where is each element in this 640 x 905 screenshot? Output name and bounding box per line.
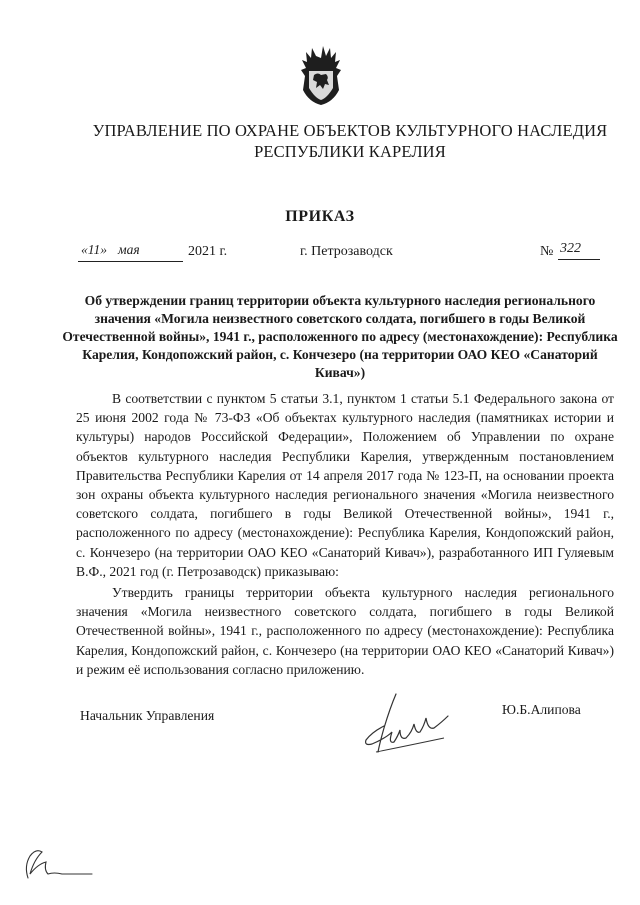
date-year: 2021 г.: [188, 244, 228, 259]
document-type-title: ПРИКАЗ: [285, 208, 355, 225]
document-date: [78, 244, 238, 264]
signatory-position: Начальник Управления: [80, 708, 215, 723]
date-month: мая: [118, 242, 140, 257]
body-paragraph-basis: В соответствии с пунктом 5 статьи 3.1, пунктом 1 статьи 5.1 Федерального закона от 25 июня 2002 года № 73-ФЗ «Об объектах культурного наследия (памятниках истории и культуры) народов Российской Федерации», Положением об Управлении по охране объектов культурного наследия Республики Карелия, утвержденным постановлением Правительства Республики Карелия от 14 апреля 2017 года № 123-П, на основании проекта зон охраны объекта культурного наследия регионального значения «Могила неизвестного советского солдата, погибшего в годы Великой Отечественной войны», 1941 г., расположенного по адресу (местонахождение): Республика Карелия, Кондопожский район, с. Кончезеро (на территории ОАО КЕО «Санаторий Кивач»), разработанного ИП Гуляевым В.Ф., 2021 год (г. Петрозаводск) приказываю:: [76, 391, 614, 579]
coat-of-arms-emblem: [299, 44, 343, 106]
handwritten-initials: [14, 838, 94, 884]
body-paragraph-decision: Утвердить границы территории объекта культурного наследия регионального значения «Могила неизвестного советского солдата, погибшего в годы Великой Отечественной войны», 1941 г., расположенного по адресу (местонахождение): Республика Карелия, Кондопожский район, с. Кончезеро (на территории ОАО КЕО «Санаторий Кивач») и режим её использования согласно приложению.: [76, 585, 614, 677]
document-city: г. Петрозаводск: [300, 244, 393, 259]
order-subject: Об утверждении границ территории объекта культурного наследия регионального значения «Могила неизвестного советского солдата, погибшего в годы Великой Отечественной войны», 1941 г., расположенного по адресу (местонахождение): Республика Карелия, Кондопожский район, с. Кончезеро (на территории ОАО КЕО «Санаторий Кивач»): [62, 293, 618, 380]
organization-name: [60, 120, 640, 162]
number-underline: [558, 259, 600, 260]
date-day: «11»: [81, 242, 107, 257]
handwritten-signature: [356, 688, 452, 758]
number-sign: №: [540, 244, 554, 259]
number-value: 322: [560, 241, 581, 256]
organization-name-line1: УПРАВЛЕНИЕ ПО ОХРАНЕ ОБЪЕКТОВ КУЛЬТУРНОГО НАСЛЕДИЯ: [92, 121, 608, 140]
signatory-name: Ю.Б.Алипова: [502, 702, 581, 717]
organization-name-line2: РЕСПУБЛИКИ КАРЕЛИЯ: [254, 142, 446, 161]
order-body: [76, 389, 614, 679]
document-number: [540, 241, 610, 263]
date-underline: [78, 261, 183, 262]
